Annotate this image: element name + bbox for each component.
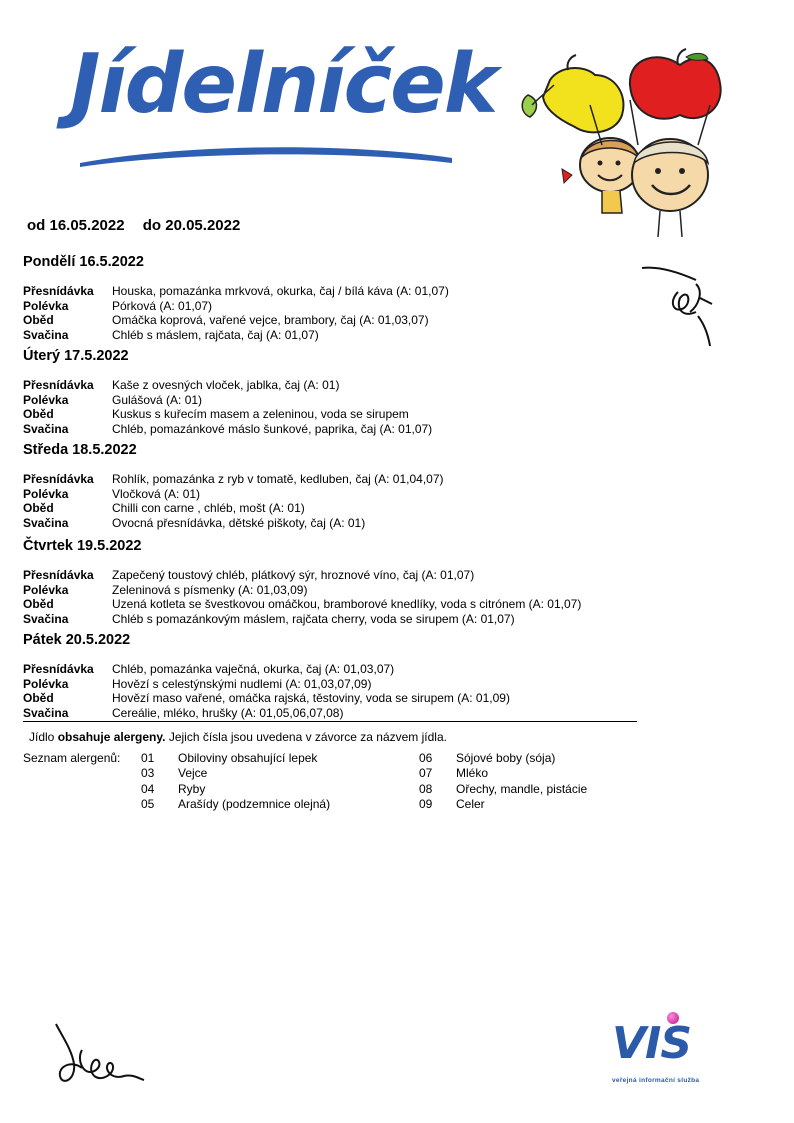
meal-label: Přesnídávka [23, 568, 94, 582]
meal-row [23, 568, 663, 583]
meal-text: Pórková (A: 01,07) [112, 298, 213, 313]
day-section [23, 536, 663, 626]
day-section [23, 630, 663, 720]
meal-row [23, 583, 663, 598]
signature-bottom [52, 1020, 152, 1090]
meal-text: Uzená kotleta se švestkovou omáčkou, bramborové knedlíky, voda s citrónem (A: 01,07) [112, 597, 582, 612]
meal-text: Cereálie, mléko, hrušky (A: 01,05,06,07,08) [112, 705, 344, 720]
meal-row [23, 313, 663, 328]
meal-list [23, 568, 663, 626]
allergen-row [419, 766, 587, 781]
vis-logo-text: VIS [612, 1018, 692, 1069]
allergen-note-part2: Jejich čísla jsou uvedena v závorce za názvem jídla. [165, 730, 447, 744]
meal-row [23, 597, 663, 612]
meal-text: Kuskus s kuřecím masem a zeleninou, voda se sirupem [112, 407, 409, 422]
allergen-code: 09 [419, 797, 433, 812]
allergen-name: Obiloviny obsahující lepek [178, 751, 318, 765]
date-from: od 16.05.2022 [27, 217, 125, 234]
meal-row [23, 407, 663, 422]
vis-logo-tagline: veřejná informační služba [612, 1077, 700, 1084]
allergen-note-bold: obsahuje alergeny. [57, 730, 166, 744]
meal-text: Kaše z ovesných vloček, jablka, čaj (A: 01) [112, 378, 340, 392]
meal-label: Polévka [23, 676, 69, 691]
divider-line [23, 721, 637, 722]
day-title: Pátek 20.5.2022 [23, 632, 131, 648]
meal-label: Přesnídávka [23, 472, 94, 486]
meal-label: Svačina [23, 421, 69, 436]
allergen-name: Ořechy, mandle, pistácie [456, 781, 588, 796]
meal-row [23, 284, 663, 299]
meal-text: Ovocná přesnídávka, dětské piškoty, čaj (A: 01) [112, 515, 366, 530]
meal-label: Polévka [23, 582, 69, 597]
allergen-code: 04 [141, 781, 155, 796]
meal-list [23, 378, 663, 436]
meal-label: Svačina [23, 515, 69, 530]
meal-text: Hovězí maso vařené, omáčka rajská, těstoviny, voda se sirupem (A: 01,09) [112, 691, 510, 706]
allergen-name: Vejce [178, 766, 208, 781]
meal-text: Hovězí s celestýnskými nudlemi (A: 01,03,07,09) [112, 676, 372, 691]
meal-text: Zeleninová s písmenky (A: 01,03,09) [112, 582, 308, 597]
meal-row [23, 299, 663, 314]
meal-label: Oběd [23, 501, 54, 516]
allergen-row [141, 797, 330, 812]
allergen-row [141, 751, 330, 766]
day-title: Pondělí 16.5.2022 [23, 254, 144, 270]
allergen-code: 06 [419, 751, 433, 765]
meal-text: Gulášová (A: 01) [112, 392, 203, 407]
allergen-list-left [141, 751, 330, 813]
meal-label: Oběd [23, 597, 54, 612]
date-range [27, 217, 240, 234]
meal-row [23, 501, 663, 516]
meal-text: Chléb, pomazánkové máslo šunkové, paprika, čaj (A: 01,07) [112, 421, 433, 436]
day-title: Středa 18.5.2022 [23, 442, 137, 458]
allergen-row [419, 751, 587, 766]
meal-row [23, 487, 663, 502]
day-title: Úterý 17.5.2022 [23, 348, 129, 364]
meal-list [23, 284, 663, 342]
date-to: do 20.05.2022 [142, 217, 241, 234]
meal-label: Oběd [23, 313, 54, 328]
allergen-name: Ryby [178, 781, 206, 796]
meal-label: Polévka [23, 392, 69, 407]
meal-label: Polévka [23, 298, 69, 313]
meal-row [23, 393, 663, 408]
meal-row [23, 691, 663, 706]
meal-row [23, 378, 663, 393]
allergen-name: Mléko [456, 766, 489, 781]
meal-label: Oběd [23, 407, 54, 422]
meal-list [23, 472, 663, 530]
meal-row [23, 328, 663, 343]
meal-text: Rohlík, pomazánka z ryb v tomatě, kedluben, čaj (A: 01,04,07) [112, 472, 444, 486]
allergen-note-part1: Jídlo [29, 730, 58, 744]
allergen-code: 05 [141, 797, 155, 812]
page-title-block [62, 37, 497, 180]
day-section [23, 346, 663, 436]
meal-row [23, 706, 663, 721]
meal-row [23, 662, 663, 677]
meal-text: Chléb s máslem, rajčata, čaj (A: 01,07) [112, 327, 319, 342]
meal-label: Oběd [23, 691, 54, 706]
allergen-list-label: Seznam alergenů: [23, 751, 121, 765]
meal-label: Přesnídávka [23, 662, 94, 676]
meal-text: Omáčka koprová, vařené vejce, brambory, čaj (A: 01,03,07) [112, 313, 429, 328]
meal-label: Polévka [23, 486, 69, 501]
page-title: Jídelníček [70, 37, 497, 132]
meal-text: Chléb s pomazánkovým máslem, rajčata cherry, voda se sirupem (A: 01,07) [112, 611, 515, 626]
allergen-name: Celer [456, 797, 485, 812]
allergen-note [29, 730, 447, 744]
allergen-name: Arašídy (podzemnice olejná) [178, 797, 331, 812]
title-swoosh [62, 136, 462, 176]
allergen-code: 01 [141, 751, 155, 765]
meal-list [23, 662, 663, 720]
allergen-name: Sójové boby (sója) [456, 751, 556, 765]
day-title: Čtvrtek 19.5.2022 [23, 538, 142, 554]
allergen-code: 08 [419, 781, 433, 796]
meal-text: Zapečený toustový chléb, plátkový sýr, hroznové víno, čaj (A: 01,07) [112, 568, 475, 582]
allergen-code: 03 [141, 766, 155, 781]
meal-row [23, 612, 663, 627]
meal-label: Svačina [23, 327, 69, 342]
allergen-row [141, 766, 330, 781]
meal-row [23, 422, 663, 437]
meal-row [23, 677, 663, 692]
allergen-row [419, 797, 587, 812]
day-section [23, 252, 663, 342]
kids-with-fruit-illustration [510, 45, 725, 245]
meal-label: Svačina [23, 611, 69, 626]
meal-text: Vločková (A: 01) [112, 486, 201, 501]
allergen-code: 07 [419, 766, 433, 781]
meal-text: Houska, pomazánka mrkvová, okurka, čaj / bílá káva (A: 01,07) [112, 284, 449, 298]
meal-text: Chléb, pomazánka vaječná, okurka, čaj (A: 01,03,07) [112, 662, 395, 676]
day-section [23, 440, 663, 530]
allergen-list-right [419, 751, 587, 813]
meal-label: Přesnídávka [23, 284, 94, 298]
allergen-row [419, 782, 587, 797]
vis-logo [606, 1008, 726, 1088]
meal-label: Svačina [23, 705, 69, 720]
meal-row [23, 472, 663, 487]
allergen-row [141, 782, 330, 797]
meal-row [23, 516, 663, 531]
meal-label: Přesnídávka [23, 378, 94, 392]
meal-text: Chilli con carne , chléb, mošt (A: 01) [112, 501, 305, 516]
